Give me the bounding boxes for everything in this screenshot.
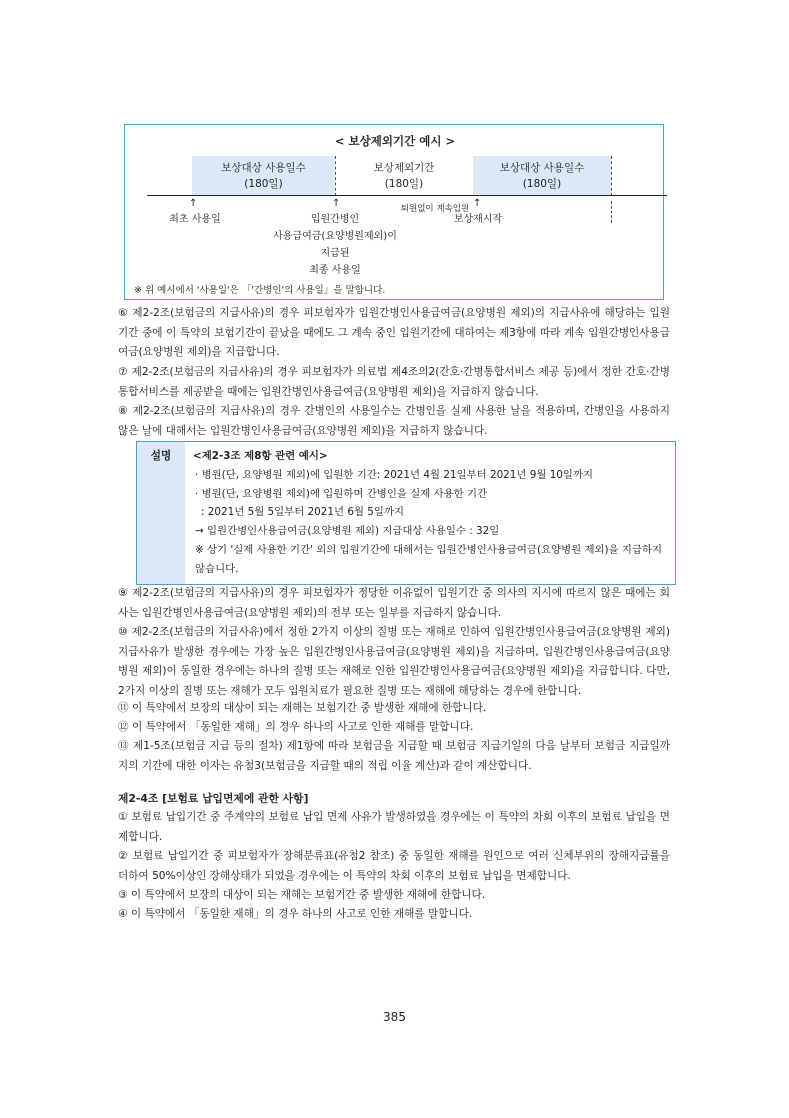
explanation-note: ※ 상기 '실제 사용한 기간' 외의 입원기간에 대해서는 입원간병인사용급여금(요양병원 제외)을 지급하지 않습니다. bbox=[195, 543, 663, 575]
explanation-line: → 입원간병인사용급여금(요양병원 제외) 지급대상 사용일수 : 32일 bbox=[195, 525, 500, 538]
explanation-title: <제2-3조 제8항 관련 예시> bbox=[193, 450, 328, 462]
period-divider bbox=[335, 156, 336, 196]
clause-paragraph-9: ⑨ 제2-2조(보험금의 지급사유)의 경우 피보험자가 정당한 이유없이 입원기간 중 의사의 지시에 따르지 않은 때에는 회사는 입원간병인사용급여금(요양병원 제외)의 전부 또는 일부를 지급하지 않습니다. bbox=[118, 587, 670, 619]
label-restart: 보상재시작 bbox=[453, 214, 503, 225]
section-paragraph-3: ③ 이 특약에서 보장의 대상이 되는 재해는 보험기간 중 발생한 재해에 한합니다. bbox=[118, 889, 486, 901]
period-excluded bbox=[335, 156, 473, 196]
label-line: 최종 사용일 bbox=[309, 265, 361, 276]
clause-paragraph-13: ⑬ 제1-5조(보험금 지급 등의 절차) 제1항에 따라 보험금을 지급할 때 보험금 지급기일의 다음 날부터 보험금 지급일까지의 기간에 대한 이자는 유첨3(보험금을 지급할 때의 적립 이율 계산)과 같이 계산합니다. bbox=[118, 740, 670, 772]
explanation-content bbox=[193, 447, 671, 579]
section-paragraph-1: ① 보험료 납입기간 중 주계약의 보험료 납입 면제 사유가 발생하였을 경우에는 이 특약의 차회 이후의 보험료 납입을 면제합니다. bbox=[118, 811, 670, 843]
period-covered-1 bbox=[192, 156, 335, 196]
label-continuous-admission: 퇴원없이 계속입원 bbox=[400, 204, 470, 214]
example-note: ※ 위 예시에서 '사용일'은 「'간병인'의 사용일」을 말합니다. bbox=[134, 285, 386, 296]
clause-paragraph-6: ⑥ 제2-2조(보험금의 지급사유)의 경우 피보험자가 입원간병인사용급여금(요양병원 제외)의 지급사유에 해당하는 입원기간 중에 이 특약의 보험기간이 끝났을 때에도 그 계속 중인 입원기간에 대하여는 제3항에 따라 계속 입원간병인사용급여금(요양병원 제외)을 지급합니다. bbox=[118, 307, 670, 358]
clause-paragraph-12: ⑫ 이 특약에서 「동일한 재해」의 경우 하나의 사고로 인한 재해를 말합니다. bbox=[118, 721, 474, 733]
explanation-line: : 2021년 5월 5일부터 2021년 6월 5일까지 bbox=[201, 506, 405, 519]
clause-paragraph-11: ⑪ 이 특약에서 보장의 대상이 되는 재해는 보험기간 중 발생한 재해에 한합니다. bbox=[118, 702, 487, 714]
section-heading: 제2-4조 [보험료 납입면제에 관한 사항] bbox=[118, 792, 309, 805]
period-covered-2 bbox=[473, 156, 611, 196]
period-label: 보상대상 사용일수 bbox=[499, 162, 585, 174]
timeline-axis bbox=[147, 195, 667, 196]
explanation-label: 설명 bbox=[137, 442, 185, 584]
explanation-box bbox=[136, 441, 676, 585]
label-last-use bbox=[265, 211, 405, 279]
period-days: (180일) bbox=[384, 178, 424, 190]
label-first-use: 최초 사용일 bbox=[169, 214, 221, 225]
example-title: < 보상제외기간 예시 > bbox=[334, 134, 456, 148]
period-days: (180일) bbox=[522, 178, 562, 190]
up-arrow-icon: ↑ bbox=[473, 198, 482, 209]
page-number: 385 bbox=[383, 1010, 406, 1024]
up-arrow-icon: ↑ bbox=[332, 198, 341, 209]
label-line: 사용급여금(요양병원제외)이 bbox=[273, 231, 397, 242]
period-divider-tail bbox=[611, 201, 612, 223]
period-label: 보상제외기간 bbox=[373, 162, 435, 174]
period-divider bbox=[611, 156, 612, 196]
explanation-line: · 병원(단, 요양병원 제외)에 입원한 기간: 2021년 4월 21일부터 2021년 9월 10일까지 bbox=[195, 468, 594, 481]
compensation-exclusion-example-box bbox=[124, 124, 664, 300]
explanation-line: · 병원(단, 요양병원 제외)에 입원하며 간병인을 실제 사용한 기간 bbox=[195, 487, 488, 500]
period-days: (180일) bbox=[244, 178, 283, 190]
period-label: 보상대상 사용일수 bbox=[221, 162, 306, 174]
section-paragraph-4: ④ 이 특약에서 「동일한 재해」의 경우 하나의 사고로 인한 재해를 말합니다. bbox=[118, 908, 473, 920]
section-paragraph-2: ② 보험료 납입기간 중 피보험자가 장해분류표(유첨2 참조) 중 동일한 재해를 원인으로 여러 신체부위의 장해지급률을 더하여 50%이상인 장해상태가 되었을 경우에는 이 특약의 차회 이후의 보험료 납입을 면제합니다. bbox=[118, 850, 670, 882]
label-line: 입원간병인 bbox=[310, 214, 360, 225]
label-line: 지급된 bbox=[320, 248, 350, 259]
clause-paragraph-10: ⑩ 제2-2조(보험금의 지급사유)에서 정한 2가지 이상의 질병 또는 재해로 인하여 입원간병인사용급여금(요양병원 제외) 지급사유가 발생한 경우에는 가장 높은 입원간병인사용급여금(요양병원 제외)을 지급하며, 입원간병인사용급여금(요양병원 제외)이 동일한 경우에는 하나의 질병 또는 재해로 인한 입원간병인사용급여금(요양병원 제외)을 지급합니다. 다만, 2가지 이상의 질병 또는 재해가 모두 입원치료가 필요한 질병 또는 재해에 해당하는 경우에 한합니다. bbox=[118, 626, 671, 697]
up-arrow-icon: ↑ bbox=[189, 198, 198, 209]
clause-paragraph-7: ⑦ 제2-2조(보험금의 지급사유)의 경우 피보험자가 의료법 제4조의2(간호·간병통합서비스 제공 등)에서 정한 간호·간병통합서비스를 제공받을 때에는 입원간병인사용급여금(요양병원 제외)을 지급하지 않습니다. bbox=[118, 366, 670, 398]
clause-paragraph-8: ⑧ 제2-2조(보험금의 지급사유)의 경우 간병인의 사용일수는 간병인을 실제 사용한 날을 적용하며, 간병인을 사용하지 않은 날에 대해서는 입원간병인사용급여금(요양병원 제외)을 지급하지 않습니다. bbox=[118, 405, 670, 437]
